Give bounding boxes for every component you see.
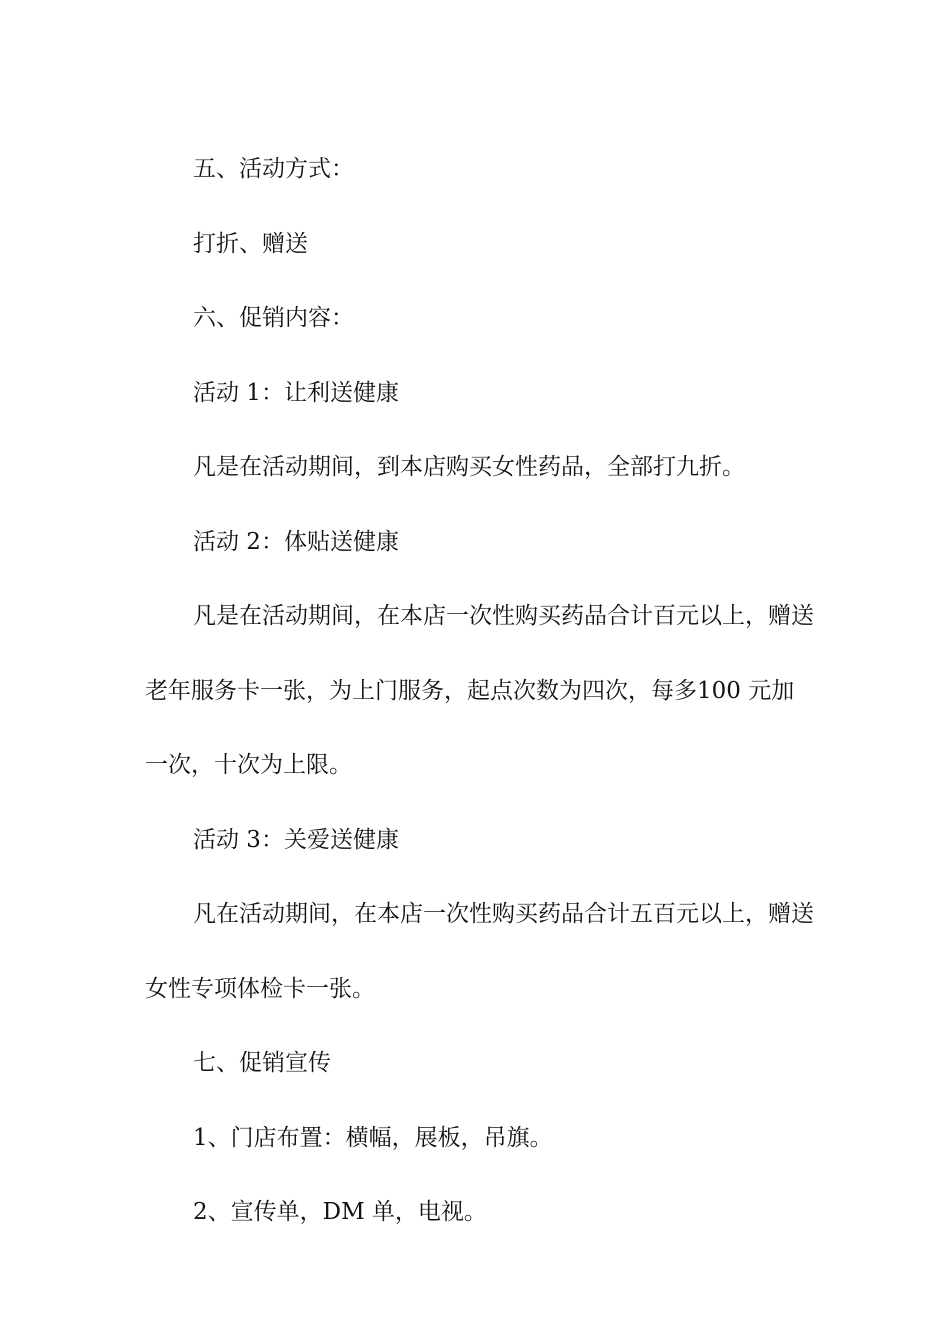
activity-3-title: 活动 3：关爱送健康 [193, 826, 399, 853]
publicity-item-1: 1、门店布置：横幅，展板，吊旗。 [193, 1124, 553, 1151]
publicity-item-2: 2、宣传单，DM 单，电视。 [193, 1199, 487, 1225]
activity-method-text: 打折、赠送 [193, 230, 308, 257]
heading-promotion-publicity: 七、促销宣传 [193, 1050, 331, 1076]
activity-2-text: 凡是在活动期间，在本店一次性购买药品合计百元以上，赠送老年服务卡一张，为上门服务，起点次数为四次，每多100 元加一次，十次为上限。 [145, 603, 814, 778]
activity-1-text: 凡是在活动期间，到本店购买女性药品，全部打九折。 [193, 454, 745, 480]
activity-1-title: 活动 1：让利送健康 [193, 379, 399, 406]
activity-3-text: 凡在活动期间，在本店一次性购买药品合计五百元以上，赠送女性专项体检卡一张。 [145, 901, 814, 1002]
heading-promotion-content: 六、促销内容： [193, 305, 354, 331]
document-body [145, 132, 815, 1250]
heading-activity-method: 五、活动方式： [193, 156, 354, 182]
activity-2-title: 活动 2：体贴送健康 [193, 528, 399, 555]
